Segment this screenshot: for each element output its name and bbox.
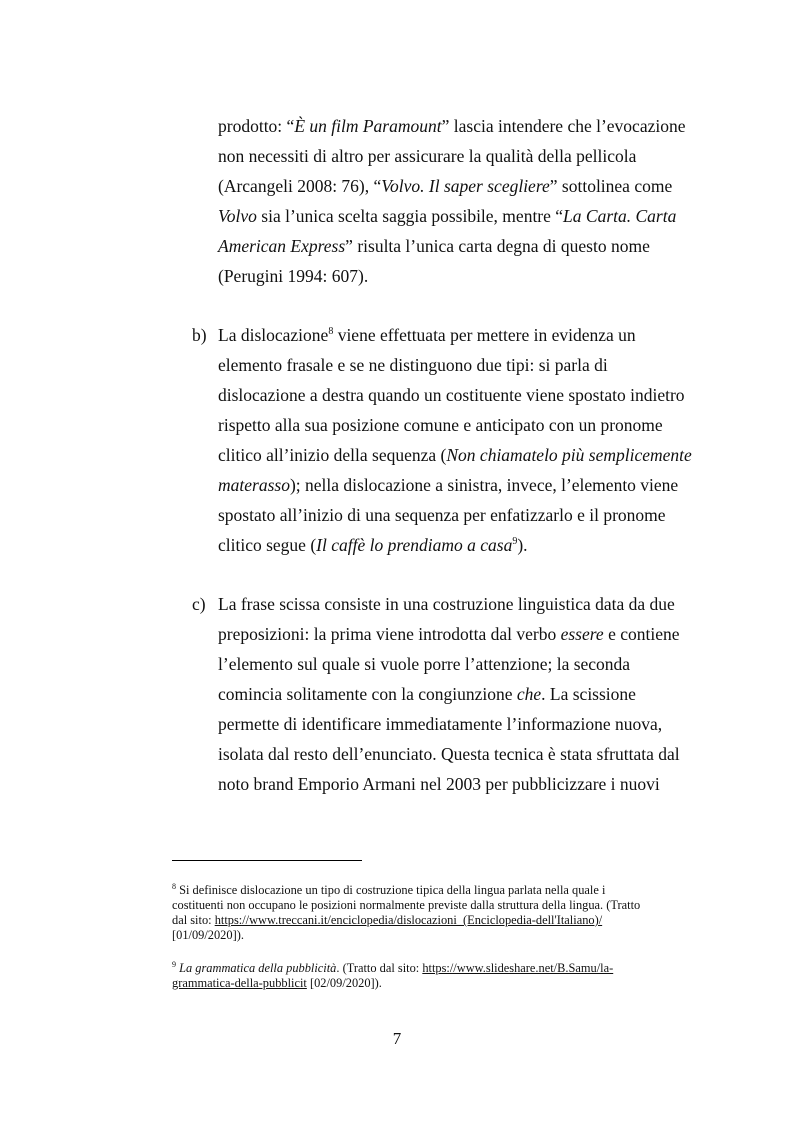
paragraph-line: comincia solitamente con la congiunzione che. La scissione — [218, 684, 636, 704]
footnote-link[interactable]: https://www.slideshare.net/B.Samu/la- — [422, 961, 614, 975]
page-number: 7 — [392, 1029, 402, 1048]
paragraph-line: permette di identificare immediatamente l’informazione nuova, — [218, 714, 663, 734]
paragraph-line: clitico all’inizio della sequenza (Non chiamatelo più semplicemente — [218, 445, 692, 465]
footnote-line: dal sito: https://www.treccani.it/enciclopedia/dislocazioni_(Enciclopedia-dell'Italiano)/ — [172, 913, 603, 927]
paragraph-line: noto brand Emporio Armani nel 2003 per pubblicizzare i nuovi — [218, 774, 660, 794]
paragraph-line: rispetto alla sua posizione comune e anticipato con un pronome — [218, 415, 663, 435]
footnote-link[interactable]: https://www.treccani.it/enciclopedia/dislocazioni_(Enciclopedia-dell'Italiano)/ — [214, 913, 603, 927]
paragraph-line: Volvo sia l’unica scelta saggia possibile, mentre “La Carta. Carta — [218, 206, 677, 226]
paragraph-line: clitico segue (Il caffè lo prendiamo a casa$^9$). — [218, 535, 528, 555]
paragraph-line: isolata dal resto dell’enunciato. Questa tecnica è stata sfruttata dal — [218, 744, 680, 764]
paragraph-line: (Arcangeli 2008: 76), “Volvo. Il saper scegliere” sottolinea come — [218, 176, 673, 196]
list-marker: c) — [192, 594, 206, 614]
paragraph-line: (Perugini 1994: 607). — [218, 266, 369, 286]
paragraph-line: non necessiti di altro per assicurare la qualità della pellicola — [218, 146, 637, 166]
footnote-ref[interactable]: 8 — [328, 326, 334, 338]
paragraph-line: preposizioni: la prima viene introdotta dal verbo essere e contiene — [218, 624, 680, 644]
footnote-link[interactable]: grammatica-della-pubblicit — [172, 976, 307, 990]
paragraph-line: dislocazione a destra quando un costituente viene spostato indietro — [218, 385, 685, 405]
paragraph-line: prodotto: “È un film Paramount” lascia intendere che l’evocazione — [218, 116, 686, 136]
footnote-line: $^8$ Si definisce dislocazione un tipo di costruzione tipica della lingua parlata nella quale i — [172, 881, 606, 897]
footnote-separator — [172, 860, 362, 861]
paragraph-line: spostato all’inizio di una sequenza per enfatizzarlo e il pronome — [218, 505, 666, 525]
footnote-line: [01/09/2020]). — [172, 928, 244, 942]
paragraph-line: La dislocazione$^8$ viene effettuata per mettere in evidenza un — [218, 325, 636, 345]
footnote-ref[interactable]: 9 — [512, 536, 518, 548]
footnote-line: costituenti non occupano le posizioni normalmente previste dalla struttura della lingua. (Tratto — [172, 898, 641, 912]
paragraph-line: La frase scissa consiste in una costruzione linguistica data da due — [218, 594, 675, 614]
footnote-line: $^9$ La grammatica della pubblicità. (Tratto dal sito: https://www.slideshare.net/B.Samu/la- — [172, 959, 614, 975]
footnote-line: grammatica-della-pubblicit [02/09/2020]). — [172, 976, 382, 990]
paragraph-line: l’elemento sul quale si vuole porre l’attenzione; la seconda — [218, 654, 631, 674]
list-marker: b) — [192, 325, 207, 345]
paragraph-line: American Express” risulta l’unica carta degna di questo nome — [218, 236, 650, 256]
paragraph-line: materasso); nella dislocazione a sinistra, invece, l’elemento viene — [218, 475, 679, 495]
paragraph-line: elemento frasale e se ne distinguono due tipi: si parla di — [218, 355, 608, 375]
